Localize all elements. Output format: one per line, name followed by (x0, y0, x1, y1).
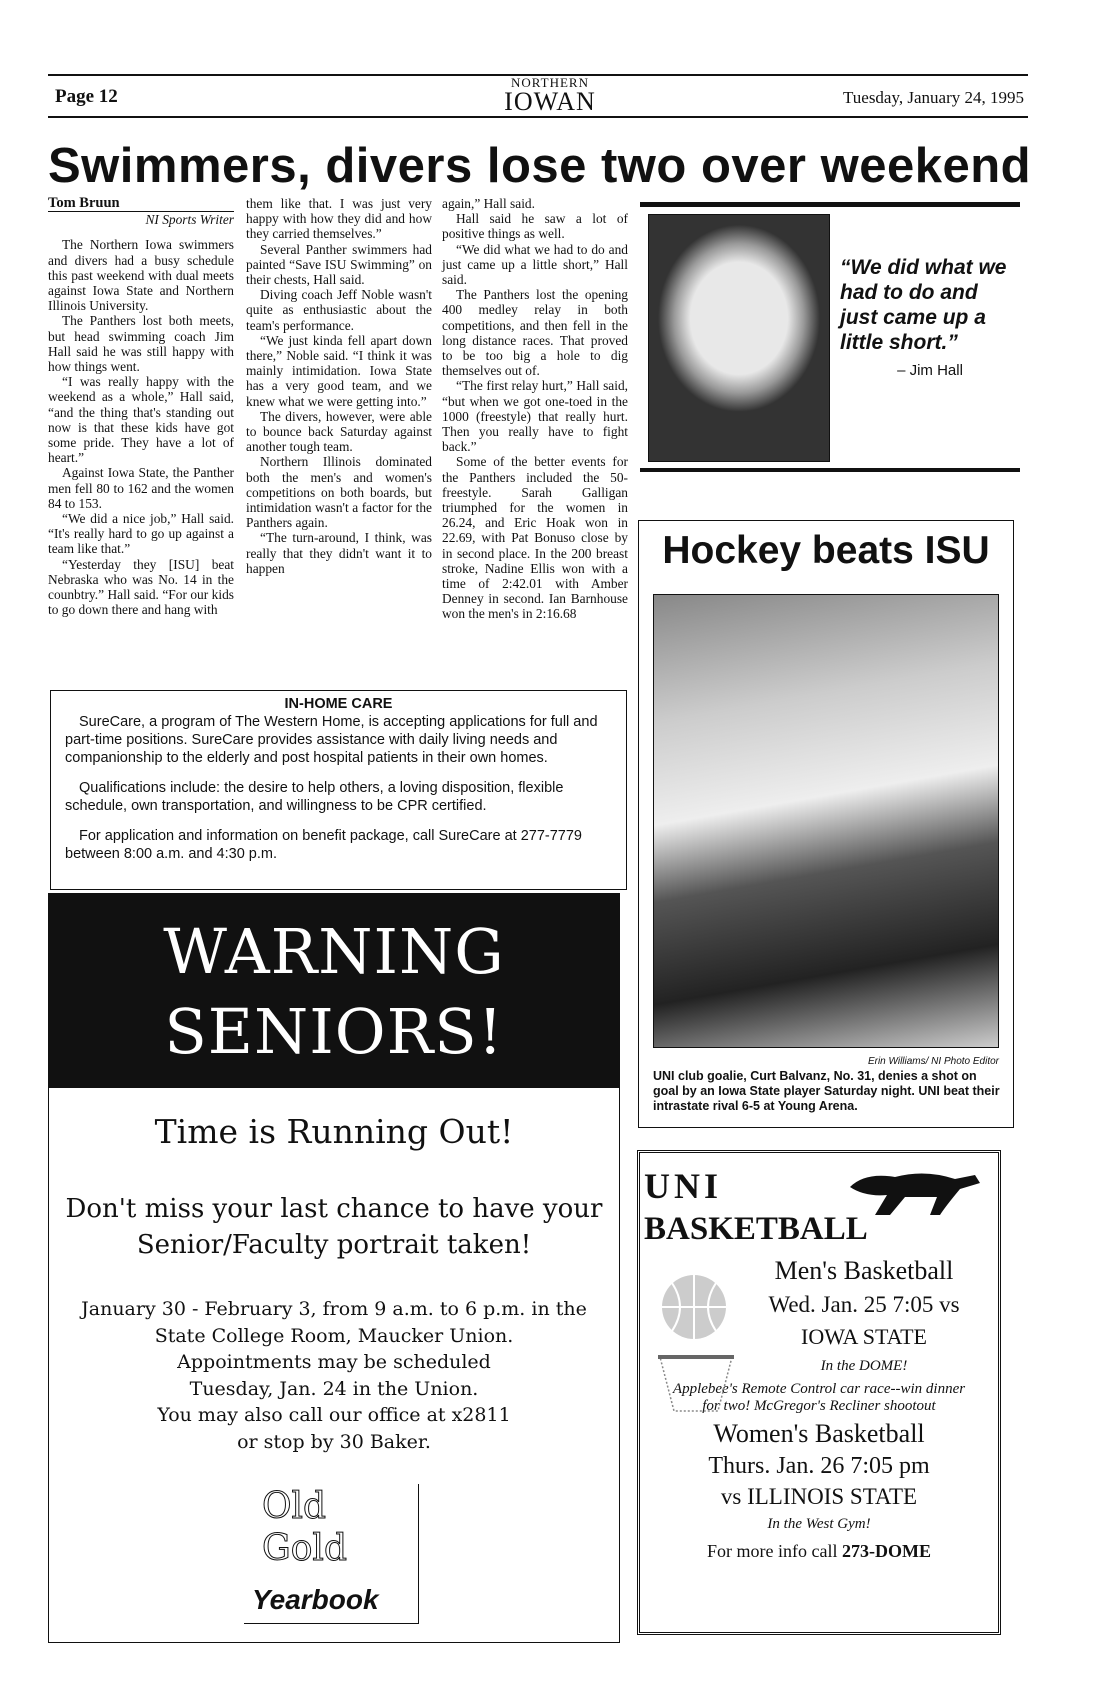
warning-banner (49, 894, 619, 1088)
in-home-care-ad (50, 690, 627, 890)
info-line (644, 1541, 994, 1562)
basketball-title: BASKETBALL (644, 1211, 868, 1247)
masthead-big: IOWAN (504, 87, 596, 116)
masthead (470, 76, 630, 115)
paragraph: “We did what we had to do and just came up a little short,” Hall said. (442, 241, 628, 288)
detail-line: Tuesday, Jan. 24 in the Union. (189, 1377, 479, 1400)
basketball-icon (660, 1273, 728, 1341)
photo-caption: UNI club goalie, Curt Balvanz, No. 31, denies a shot on goal by an Iowa State player Saturday night. UNI beat their intrastate rival 6-5 at Young Arena. (653, 1069, 1000, 1113)
portrait-photo (648, 214, 830, 462)
paragraph: “The first relay hurt,” Hall said, “but when we got one-toed in the 1000 (freestyle) that really hurt. Then you really have to fight back.” (442, 378, 628, 455)
womens-date: Thurs. Jan. 26 7:05 pm (708, 1453, 930, 1479)
paragraph: Some of the better events for the Panthers included the 50-freestyle. Sarah Galligan triumphed for the women in 26.24, and Eric Hoak won in 22.69, with Pat Bonuso close by in second place. In the 200 breast stroke, Nadine Ellis won with a time of 2:42.01 with Amber Denney in second. Ian Barnhouse won the men's in 2:16.68 (442, 454, 628, 622)
article-column-1 (48, 196, 234, 617)
ad-paragraph: Qualifications include: the desire to help others, a loving disposition, flexible schedule, own transportation, and willingness to be CPR certified. (65, 780, 564, 814)
womens-location: In the West Gym! (767, 1516, 871, 1532)
basketball-ad (637, 1150, 1001, 1635)
article-column-2 (246, 196, 432, 576)
info-text: For more info call (707, 1541, 842, 1561)
paragraph: Hall said he saw a lot of positive things as well. (442, 211, 628, 242)
seniors-line: SENIORS! (164, 995, 504, 1068)
detail-line: or stop by 30 Baker. (237, 1430, 431, 1453)
paragraph: The Panthers lost the opening 400 medley relay in both competitions, and then fell in the long distance races. That proved to be too big a hole to dig themselves out of. (442, 287, 628, 379)
detail-line: January 30 - February 3, from 9 a.m. to 6 p.m. in the (81, 1298, 587, 1320)
panther-icon (845, 1167, 985, 1217)
paragraph: “We just kinda fell apart down there,” Noble said. “I think it was mainly intimidation. Iowa State has a very good team, and we knew what we were getting into.” (246, 332, 432, 409)
mens-heading: Men's Basketball (774, 1256, 954, 1285)
paragraph: Several Panther swimmers had painted “Save ISU Swimming” on their chests, Hall said. (246, 241, 432, 288)
header-rule-bottom (48, 116, 1028, 118)
ad-paragraph: SureCare, a program of The Western Home, is accepting applications for full and part-time positions. SureCare provides assistance with daily living needs and companionship to the elderly and post hospital patients in their own homes. (65, 714, 598, 766)
hockey-story (638, 520, 1014, 1128)
detail-line: Appointments may be scheduled (177, 1351, 491, 1373)
uni-label: UNI (644, 1166, 723, 1206)
promo-line: for two! McGregor's Recliner shootout (702, 1398, 936, 1414)
womens-opponent: vs ILLINOIS STATE (720, 1484, 918, 1509)
byline-role: NI Sports Writer (145, 212, 234, 228)
paragraph: “Yesterday they [ISU] beat Nebraska who was No. 14 in the counbtry.” Hall said. “For our kids to go down there and hang with (48, 556, 234, 618)
photo-credit: Erin Williams/ NI Photo Editor (867, 1056, 999, 1067)
detail-line: You may also call our office at x2811 (157, 1404, 511, 1426)
paragraph: Against Iowa State, the Panther men fell 80 to 162 and the women 84 to 153. (48, 465, 234, 511)
detail-line: State College Room, Maucker Union. (154, 1324, 514, 1347)
ad-body: Don't miss your last chance to have your (65, 1194, 603, 1224)
paragraph: The divers, however, were able to bounce back Saturday against another tough team. (246, 408, 432, 455)
paragraph: again,” Hall said. (442, 196, 535, 211)
article-column-3 (442, 196, 628, 622)
womens-heading: Women's Basketball (713, 1419, 925, 1448)
ad-details (49, 1296, 619, 1455)
hockey-headline: Hockey beats ISU (662, 529, 990, 572)
quote-rule-top (640, 202, 1020, 207)
paragraph: “I was really happy with the weekend as a whole,” Hall said, “and the thing that's standing out now is that these kids have got some pride. They have a lot of heart.” (48, 374, 234, 466)
yearbook-ad (48, 893, 620, 1643)
page-number: Page 12 (55, 86, 118, 107)
byline: Tom Bruun (48, 196, 234, 212)
promo-line: Applebee's Remote Control car race--win dinner (672, 1381, 966, 1397)
pull-quote: “We did what we had to do and just came up a little short.” (840, 256, 1007, 354)
hockey-photo (653, 594, 999, 1048)
paragraph: Northern Illinois dominated both the men's and women's competitions on both boards, but intimidation wasn't a factor for the Panthers again. (246, 454, 432, 531)
warning-line: WARNING (163, 915, 505, 988)
mens-date: Wed. Jan. 25 7:05 vs (768, 1292, 960, 1317)
pull-quote-attribution: – Jim Hall (897, 362, 963, 379)
ad-paragraph: For application and information on benefit package, call SureCare at 277-7779 between 8:00 a.m. and 4:30 p.m. (65, 828, 582, 862)
paragraph: “The turn-around, I think, was really that they didn't want it to happen (246, 530, 432, 576)
paragraph: “We did a nice job,” Hall said. “It's really hard to go up against a team like that.” (48, 511, 234, 557)
basketball-hoop-icon (658, 1353, 734, 1413)
logo-yearbook: Yearbook (252, 1584, 379, 1615)
mens-location: In the DOME! (820, 1358, 908, 1374)
paragraph: them like that. I was just very happy with how they did and how they carried themselves.” (246, 196, 432, 242)
paragraph: The Northern Iowa swimmers and divers had a busy schedule this past weekend with dual meets against Iowa State and Northern Illinois University. (48, 237, 234, 314)
logo-old: Old (262, 1486, 327, 1527)
ad-title: IN-HOME CARE (284, 696, 393, 712)
info-phone: 273-DOME (841, 1541, 931, 1561)
ad-subtitle: Time is Running Out! (154, 1112, 514, 1151)
headline: Swimmers, divers lose two over weekend (48, 139, 1032, 193)
ad-body: Senior/Faculty portrait taken! (136, 1230, 532, 1260)
old-gold-yearbook-logo (244, 1484, 419, 1624)
logo-gold: Gold (262, 1528, 347, 1569)
paragraph: The Panthers lost both meets, but head swimming coach Jim Hall said he was still happy with how things went. (48, 313, 234, 375)
paragraph: Diving coach Jeff Noble wasn't quite as enthusiastic about the team's performance. (246, 287, 432, 333)
masthead-small: NORTHERN (511, 75, 589, 90)
mens-opponent: IOWA STATE (801, 1324, 927, 1349)
issue-date: Tuesday, January 24, 1995 (842, 88, 1024, 107)
quote-rule-bottom (640, 468, 1020, 472)
